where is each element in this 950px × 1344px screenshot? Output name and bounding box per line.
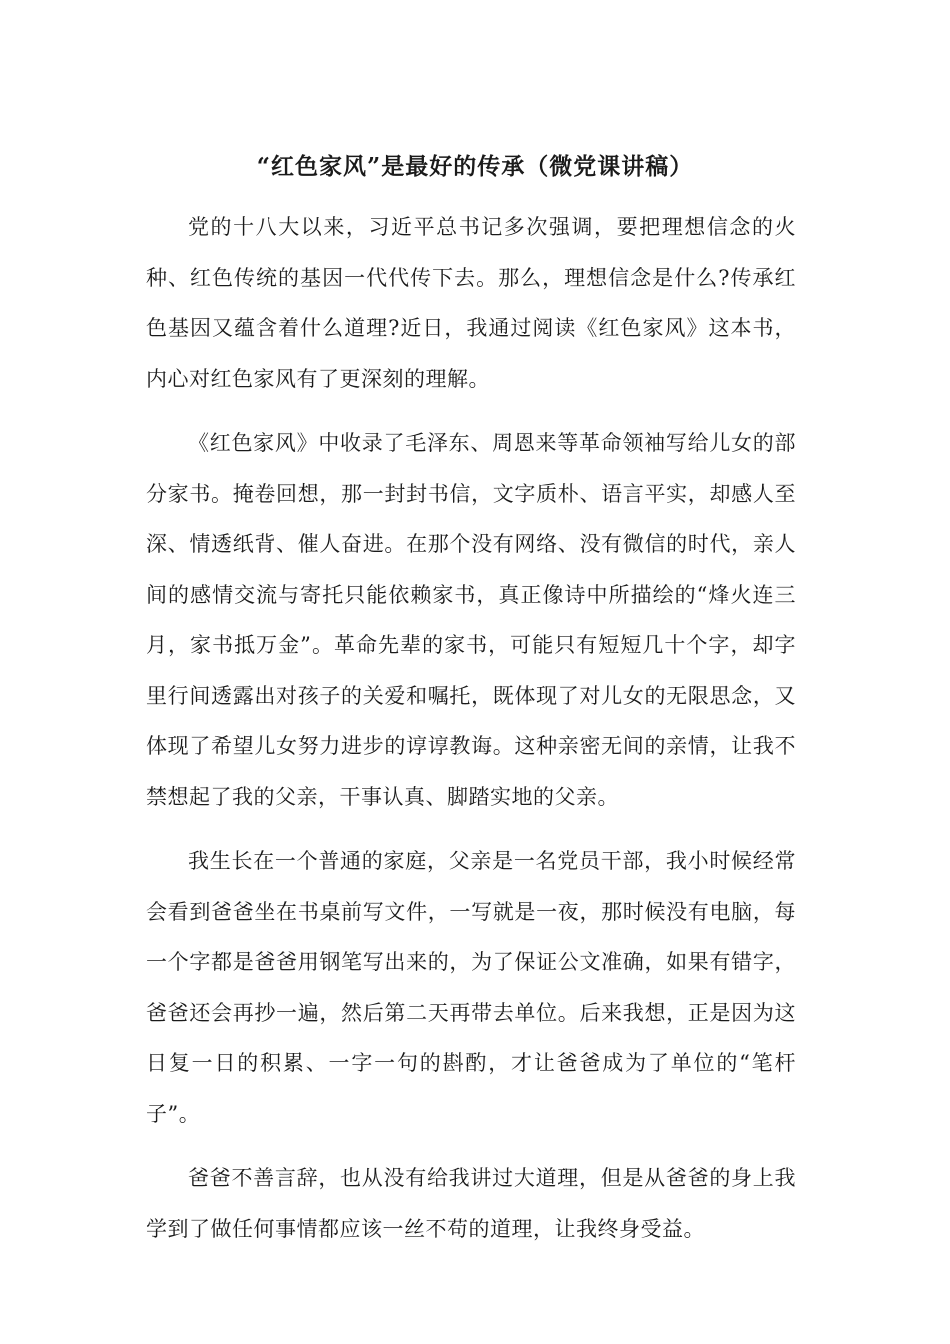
paragraph-2: 《红色家风》中收录了毛泽东、周恩来等革命领袖写给儿女的部分家书。掩卷回想，那一封封书信，文字质朴、语言平实，却感人至深、情透纸背、催人奋进。在那个没有网络、没有微信的时代，亲人间的感情交流与寄托只能依赖家书，真正像诗中所描绘的“烽火连三月，家书抵万金”。革命先辈的家书，可能只有短短几十个字，却字里行间透露出对孩子的关爱和嘱托，既体现了对儿女的无限思念，又体现了希望儿女努力进步的谆谆教诲。这种亲密无间的亲情，让我不禁想起了我的父亲，干事认真、脚踏实地的父亲。 [146,431,796,809]
paragraph-3: 我生长在一个普通的家庭，父亲是一名党员干部，我小时候经常会看到爸爸坐在书桌前写文件，一写就是一夜，那时候没有电脑，每一个字都是爸爸用钢笔写出来的，为了保证公文准确，如果有错字，爸爸还会再抄一遍，然后第二天再带去单位。后来我想，正是因为这日复一日的积累、一字一句的斟酌，才让爸爸成为了单位的“笔杆子”。 [146,849,796,1126]
document-body [146,202,796,1268]
paragraph-1: 党的十八大以来，习近平总书记多次强调，要把理想信念的火种、红色传统的基因一代代传下去。那么，理想信念是什么?传承红色基因又蕴含着什么道理?近日，我通过阅读《红色家风》这本书，内心对红色家风有了更深刻的理解。 [146,215,796,391]
paragraph-4: 爸爸不善言辞，也从没有给我讲过大道理，但是从爸爸的身上我学到了做任何事情都应该一丝不苟的道理，让我终身受益。 [146,1166,796,1241]
document-title: “红色家风”是最好的传承（微党课讲稿） [256,153,694,180]
